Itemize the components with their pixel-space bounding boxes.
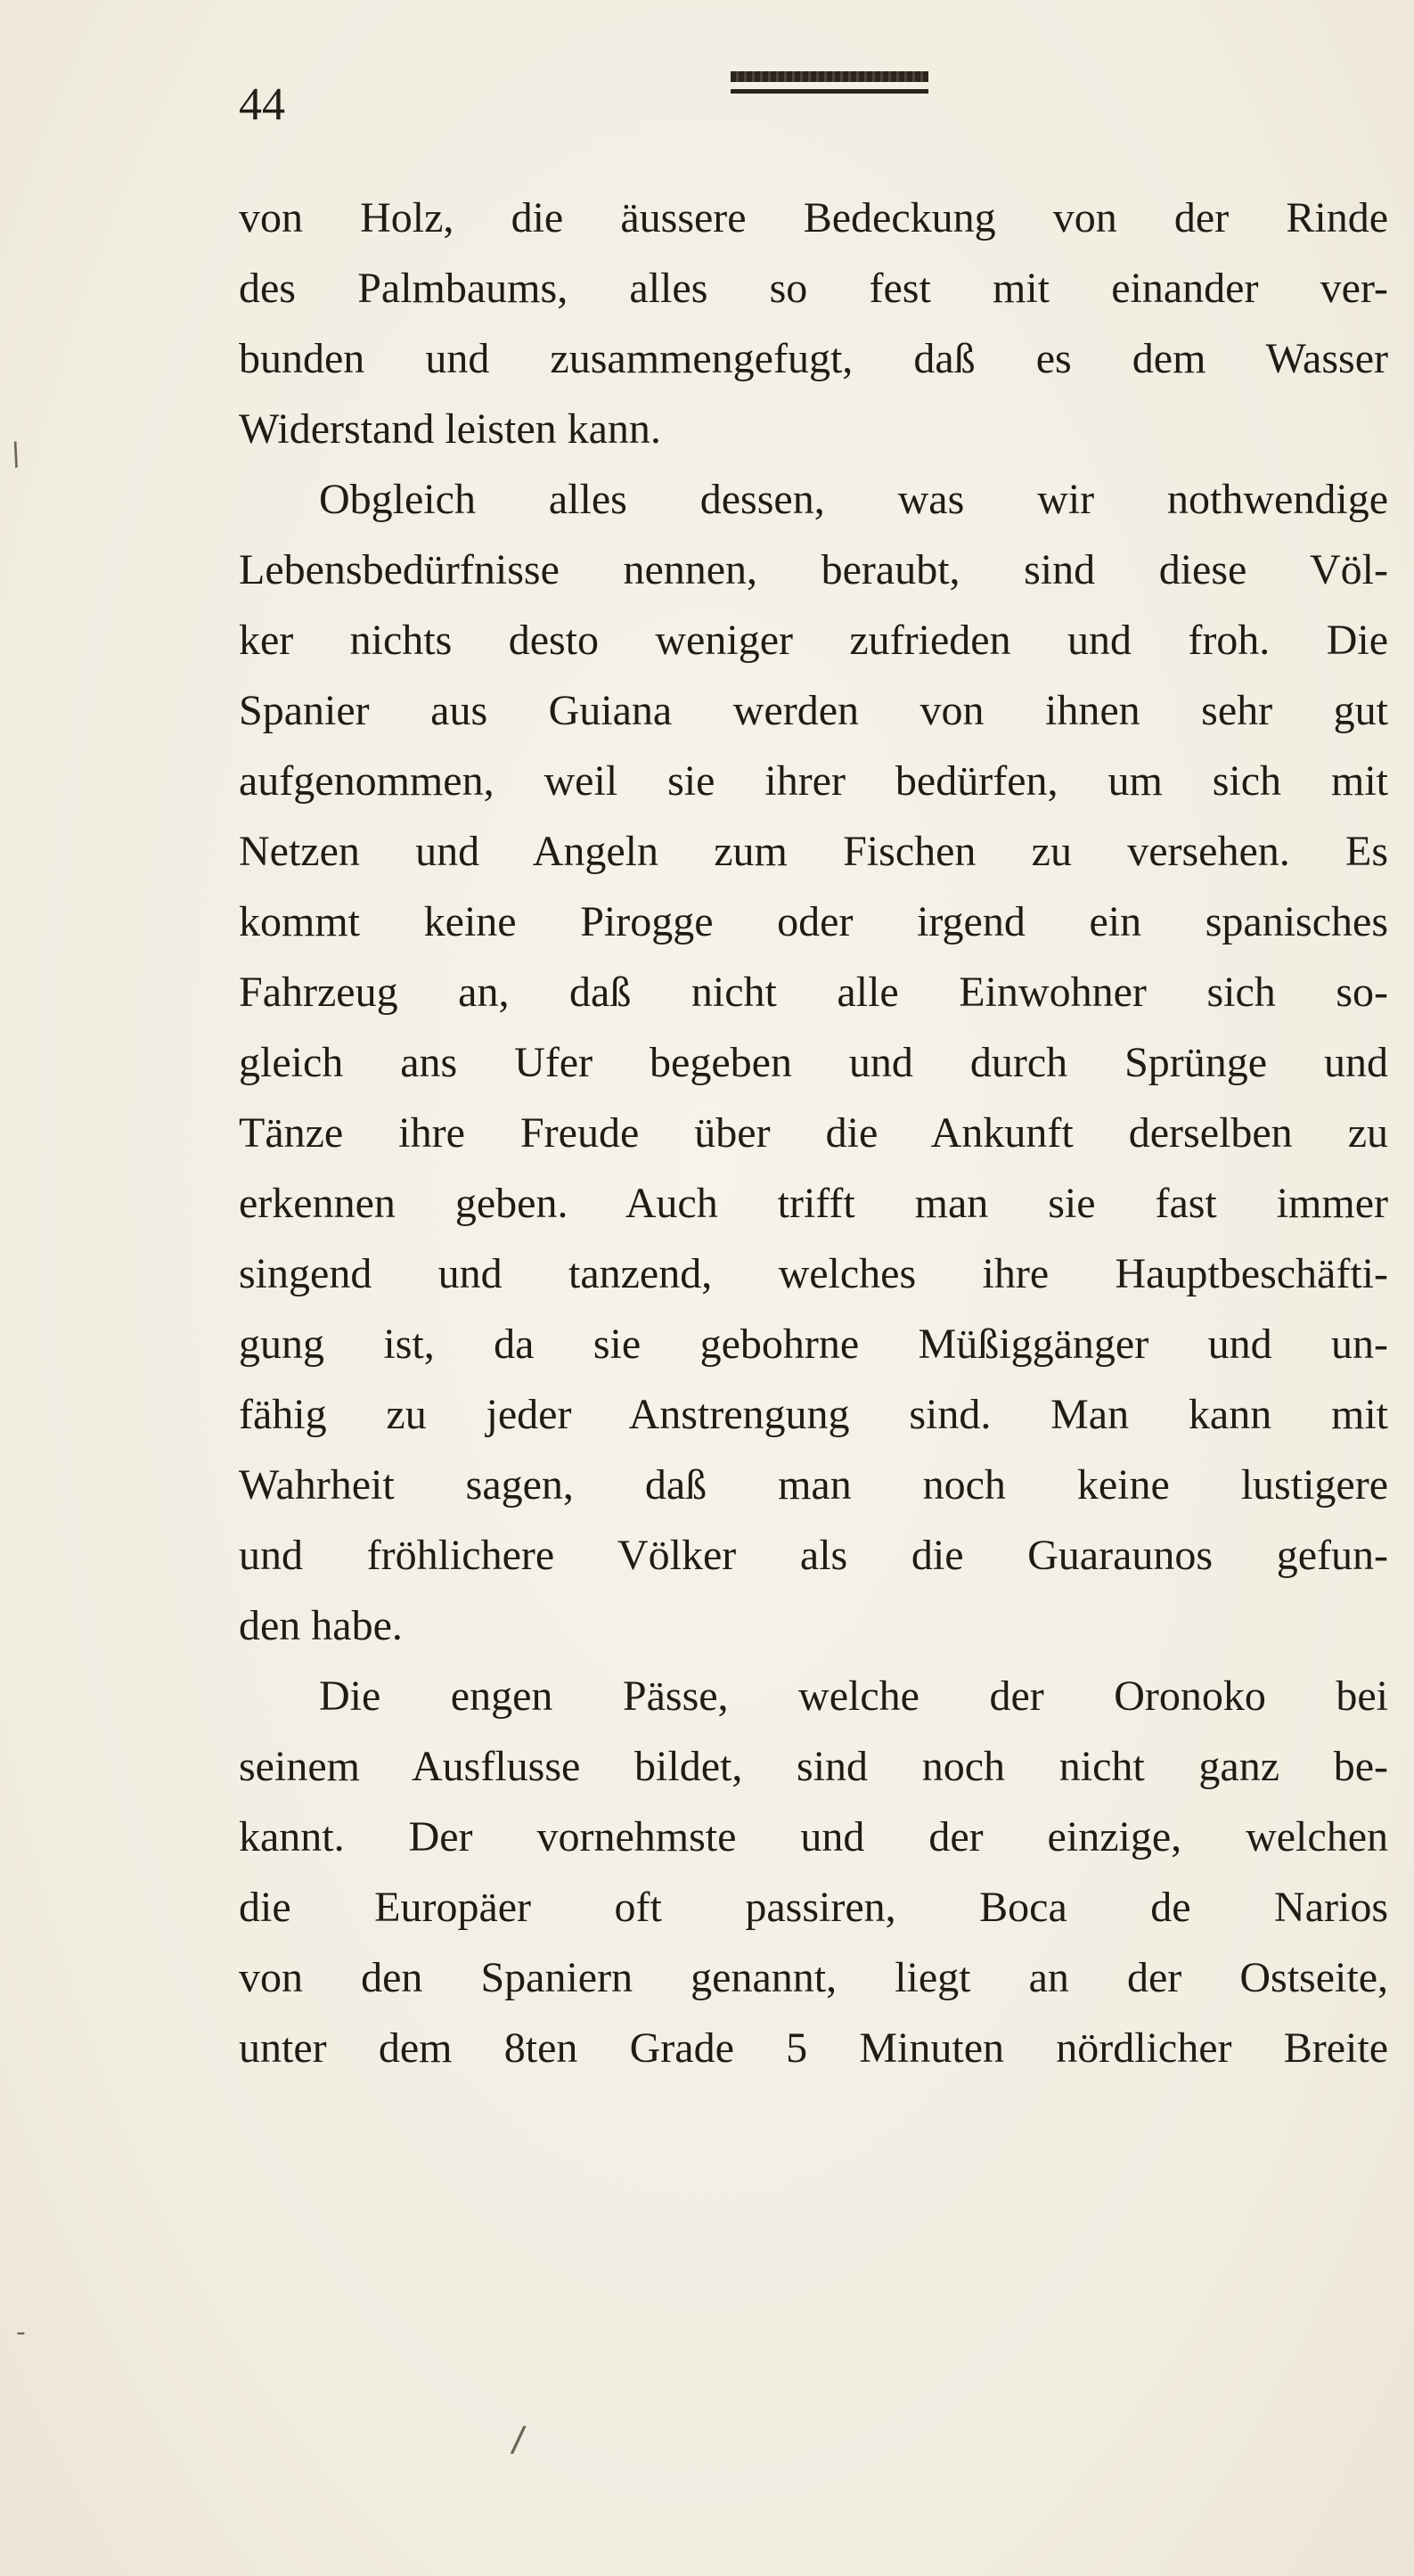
text-line: Die engen Pässe, welche der Oronoko bei (319, 1672, 1388, 1720)
text-line: seinem Ausflusse bildet, sind noch nicht ganz be- (239, 1743, 1388, 1790)
text-line: unter dem 8ten Grade 5 Minuten nördlicher Breite (239, 2024, 1388, 2072)
text-line: von den Spaniern genannt, liegt an der Ostseite, (239, 1954, 1388, 2001)
text-line: kannt. Der vornehmste und der einzige, welchen (239, 1813, 1388, 1860)
text-line: aufgenommen, weil sie ihrer bedürfen, um sich mit (239, 757, 1388, 805)
text-line: Tänze ihre Freude über die Ankunft derselben zu (239, 1109, 1388, 1157)
text-line: Lebensbedürfnisse nennen, beraubt, sind diese Völ- (239, 546, 1388, 593)
text-line: Obgleich alles dessen, was wir nothwendige (319, 476, 1388, 523)
ornament-bar-bottom (731, 89, 928, 94)
paper-blemish: / (4, 436, 27, 473)
text-line: Widerstand leisten kann. (239, 405, 661, 453)
text-line: Wahrheit sagen, daß man noch keine lustigere (239, 1461, 1388, 1509)
text-line: ker nichts desto weniger zufrieden und froh. Die (239, 617, 1388, 664)
text-line: Fahrzeug an, daß nicht alle Einwohner sich so- (239, 969, 1388, 1016)
paper-blemish: - (16, 2317, 26, 2348)
text-line: singend und tanzend, welches ihre Hauptbeschäfti- (239, 1250, 1388, 1297)
text-line: von Holz, die äussere Bedeckung von der Rinde (239, 194, 1388, 241)
text-line: fähig zu jeder Anstrengung sind. Man kann mit (239, 1391, 1388, 1438)
paper-blemish: / (509, 2418, 527, 2461)
text-line: des Palmbaums, alles so fest mit einander ver- (239, 265, 1388, 312)
text-line: gung ist, da sie gebohrne Müßiggänger und un- (239, 1321, 1388, 1368)
text-line: bunden und zusammengefugt, daß es dem Wasser (239, 335, 1388, 382)
text-line: erkennen geben. Auch trifft man sie fast immer (239, 1180, 1388, 1227)
text-line: gleich ans Ufer begeben und durch Sprünge und (239, 1039, 1388, 1086)
text-line: die Europäer oft passiren, Boca de Narios (239, 1884, 1388, 1931)
header-ornament (731, 71, 928, 98)
text-line: kommt keine Pirogge oder irgend ein spanisches (239, 898, 1388, 945)
text-line: und fröhlichere Völker als die Guaraunos gefun- (239, 1532, 1388, 1579)
page-number: 44 (239, 79, 285, 130)
text-line: Spanier aus Guiana werden von ihnen sehr gut (239, 687, 1388, 734)
text-line: Netzen und Angeln zum Fischen zu versehen. Es (239, 828, 1388, 875)
body-text (239, 183, 1388, 2083)
text-line: den habe. (239, 1602, 403, 1649)
ornament-bar-top (731, 71, 928, 82)
